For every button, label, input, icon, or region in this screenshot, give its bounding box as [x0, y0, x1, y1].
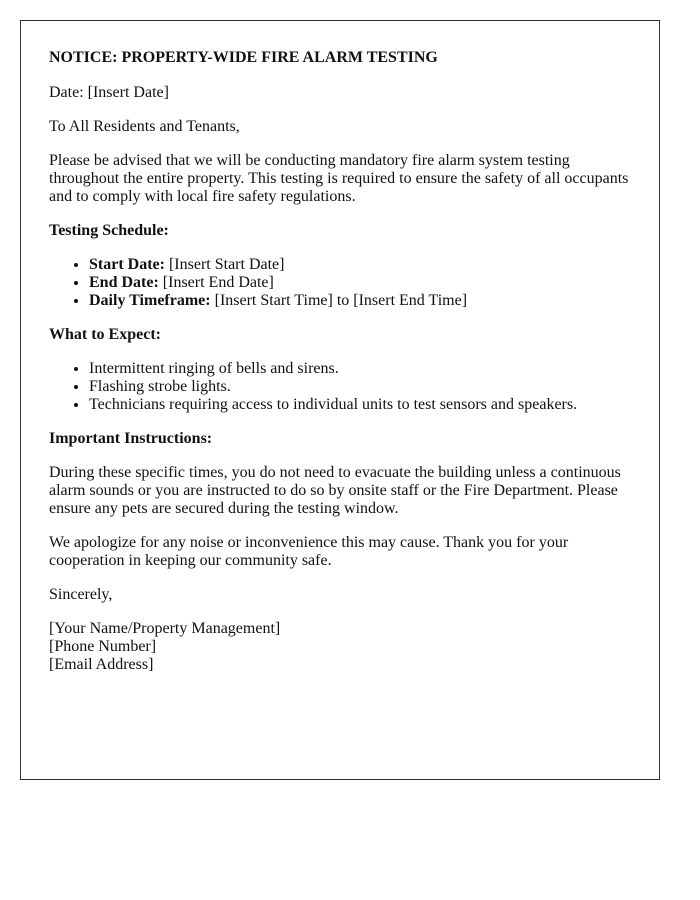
expect-item: • Flashing strobe lights. — [89, 378, 631, 396]
expect-heading: What to Expect: — [49, 326, 161, 343]
expect-list — [49, 360, 631, 414]
schedule-item-label: End Date: — [89, 274, 159, 291]
intro-paragraph: Please be advised that we will be conducting mandatory fire alarm system testing throughout the entire property. This testing is required to ensure the safety of all occupants and to comply with local fire safety regulations. — [49, 152, 629, 205]
expect-item: • Technicians requiring access to individual units to test sensors and speakers. — [89, 396, 631, 414]
schedule-item-start-date — [89, 256, 631, 274]
schedule-heading: Testing Schedule: — [49, 222, 169, 239]
apology-paragraph: We apologize for any noise or inconvenience this may cause. Thank you for your cooperation in keeping our community safe. — [49, 534, 569, 569]
signature-phone: [Phone Number] — [49, 638, 157, 655]
schedule-item-end-date — [89, 274, 631, 292]
instructions-paragraph: During these specific times, you do not need to evacuate the building unless a continuous alarm sounds or you are instructed to do so by onsite staff or the Fire Department. Please ensure any pets are secured during the testing window. — [49, 464, 621, 517]
schedule-item-label: Start Date: — [89, 256, 165, 273]
schedule-item-daily-timeframe — [89, 292, 631, 310]
signature-name: [Your Name/Property Management] — [49, 620, 281, 637]
expect-item: • Intermittent ringing of bells and sirens. — [89, 360, 631, 378]
date-line: Date: [Insert Date] — [49, 84, 169, 101]
notice-title: NOTICE: PROPERTY-WIDE FIRE ALARM TESTING — [49, 49, 438, 66]
schedule-item-value: [Insert Start Date] — [164, 256, 285, 273]
schedule-item-value: [Insert Start Time] to [Insert End Time] — [210, 292, 468, 309]
schedule-item-label: Daily Timeframe: — [89, 292, 211, 309]
notice-document — [20, 20, 660, 780]
signature-block — [49, 620, 631, 674]
schedule-item-value: [Insert End Date] — [158, 274, 274, 291]
schedule-list — [49, 256, 631, 310]
salutation: To All Residents and Tenants, — [49, 118, 240, 135]
closing: Sincerely, — [49, 586, 113, 603]
signature-email: [Email Address] — [49, 656, 154, 673]
instructions-heading: Important Instructions: — [49, 430, 213, 447]
